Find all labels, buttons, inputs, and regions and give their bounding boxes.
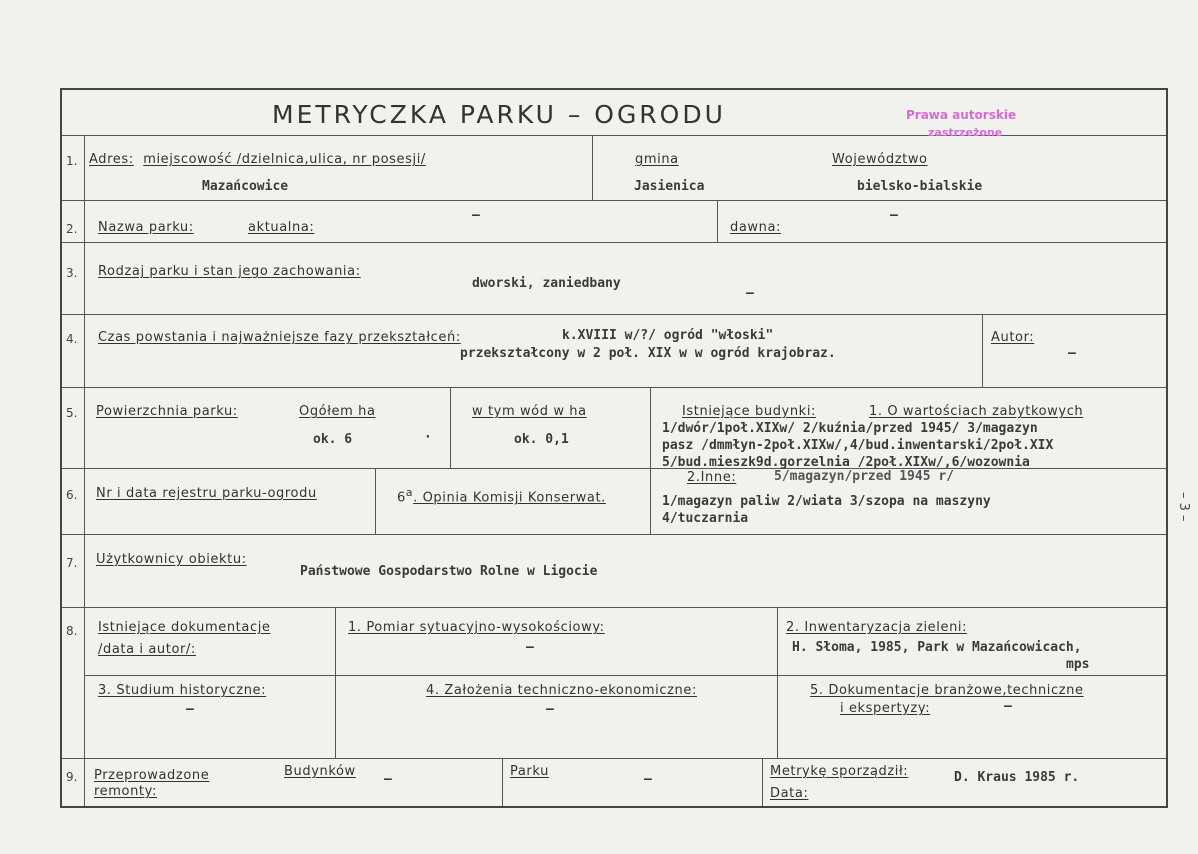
- buildings-renovation-label: Budynków: [284, 764, 356, 779]
- park-renovation-value: –: [644, 772, 652, 787]
- row-divider: [62, 607, 1166, 608]
- buildings-label: Istniejące budynki:: [682, 404, 817, 419]
- historic-buildings-label: 1. O wartościach zabytkowych: [869, 404, 1084, 419]
- col-divider: [335, 607, 336, 758]
- building-line-2: pasz /dmmłyn-2poł.XIXw/,4/bud.inwentarski/2poł.XIX: [662, 438, 1054, 453]
- row-divider: [62, 200, 1166, 201]
- voivodeship-label: Województwo: [832, 152, 928, 167]
- prepared-by-value: D. Kraus 1985 r.: [954, 770, 1080, 785]
- row-number: 2.: [66, 222, 78, 236]
- gmina-label: gmina: [635, 152, 679, 167]
- row-number: 7.: [66, 556, 78, 570]
- park-name-label: Nazwa parku:: [98, 220, 194, 235]
- author-value: –: [1068, 346, 1076, 361]
- col-divider: [592, 135, 593, 200]
- survey-value: –: [526, 640, 534, 655]
- branch-docs-label-2: i ekspertyzy:: [840, 701, 931, 716]
- copyright-stamp: Prawa autorskie: [906, 108, 1017, 122]
- building-line-1: 1/dwór/1poł.XIXw/ 2/kuźnia/przed 1945/ 3/magazyn: [662, 421, 1038, 436]
- row-divider: [84, 675, 1166, 676]
- current-name-value: –: [472, 208, 480, 223]
- date-label: Data:: [770, 786, 809, 801]
- tech-econ-value: –: [546, 702, 554, 717]
- tech-econ-label: 4. Założenia techniczno-ekonomiczne:: [426, 683, 697, 698]
- prepared-by-label: Metrykę sporządził:: [770, 764, 909, 779]
- row-divider: [62, 758, 1166, 759]
- area-label: Powierzchnia parku:: [96, 404, 238, 419]
- branch-docs-value: –: [1004, 699, 1012, 714]
- page-title: METRYCZKA PARKU – OGRODU: [272, 100, 726, 129]
- renovations-label-1: Przeprowadzone: [94, 768, 210, 783]
- other-building-line-1: 1/magazyn paliw 2/wiata 3/szopa na maszyny: [662, 494, 991, 509]
- greenery-inventory-value-1: H. Słoma, 1985, Park w Mazańcowicach,: [792, 640, 1082, 655]
- park-type-value: dworski, zaniedbany: [472, 276, 621, 291]
- current-name-label: aktualna:: [248, 220, 315, 235]
- total-area-label: Ogółem ha: [299, 404, 376, 419]
- row-divider: [62, 242, 1166, 243]
- row-number: 3.: [66, 266, 78, 280]
- row-divider: [62, 387, 1166, 388]
- col-divider: [762, 758, 763, 806]
- row-divider: [62, 534, 1166, 535]
- row-number: 8.: [66, 624, 78, 638]
- col-divider: [502, 758, 503, 806]
- address-value: Mazańcowice: [202, 179, 289, 194]
- park-record-form: [60, 88, 1168, 808]
- greenery-inventory-value-2: mps: [1066, 657, 1090, 672]
- copyright-stamp: zastrzeżone: [928, 126, 1003, 139]
- building-line-3: 5/bud.mieszk9d.gorzelnia /2poł.XIXw/,6/wozownia: [662, 455, 1030, 470]
- col-divider: [717, 200, 718, 242]
- creation-time-value-2: przekształcony w 2 poł. XIX w w ogród krajobraz.: [460, 346, 836, 361]
- users-value: Państwowe Gospodarstwo Rolne w Ligocie: [300, 564, 598, 579]
- col-divider: [777, 607, 778, 758]
- greenery-inventory-label: 2. Inwentaryzacja zieleni:: [786, 620, 968, 635]
- total-area-value: ok. 6: [313, 432, 353, 447]
- col-divider: [650, 468, 651, 534]
- gmina-value: Jasienica: [634, 179, 705, 194]
- col-divider: [650, 387, 651, 468]
- park-type-dash: –: [746, 286, 754, 301]
- col-divider: [450, 387, 451, 468]
- buildings-renovation-value: –: [384, 772, 392, 787]
- water-area-label: w tym wód w ha: [472, 404, 587, 419]
- historical-study-label: 3. Studium historyczne:: [98, 683, 267, 698]
- former-name-label: dawna:: [730, 220, 782, 235]
- park-type-label: Rodzaj parku i stan jego zachowania:: [98, 264, 361, 279]
- row-number: 1.: [66, 154, 78, 168]
- former-name-value: –: [890, 208, 898, 223]
- park-renovation-label: Parku: [510, 764, 549, 779]
- documentation-label-2: /data i autor/:: [98, 642, 196, 657]
- row-divider: [62, 314, 1166, 315]
- documentation-label-1: Istniejące dokumentacje: [98, 620, 271, 635]
- row-number: 9.: [66, 770, 78, 784]
- users-label: Użytkownicy obiektu:: [96, 552, 247, 567]
- row-number: 6.: [66, 488, 78, 502]
- col-divider: [375, 468, 376, 534]
- author-label: Autor:: [991, 330, 1035, 345]
- creation-time-label: Czas powstania i najważniejsze fazy przekształceń:: [98, 330, 461, 345]
- voivodeship-value: bielsko-bialskie: [857, 179, 983, 194]
- building-overlap-line: 5/magazyn/przed 1945 r/: [774, 469, 955, 484]
- other-building-line-2: 4/tuczarnia: [662, 511, 749, 526]
- creation-time-value-1: k.XVIII w/?/ ogród "włoski": [562, 328, 774, 343]
- conservator-opinion-label: 6$^a$. Opinia Komisji Konserwat.: [397, 486, 606, 506]
- row-number: 4.: [66, 332, 78, 346]
- branch-docs-label-1: 5. Dokumentacje branżowe,techniczne: [810, 683, 1084, 698]
- water-area-value: ok. 0,1: [514, 432, 569, 447]
- page-number-mark: – 3 –: [1176, 492, 1191, 522]
- col-divider: [982, 314, 983, 387]
- col-divider: [84, 135, 85, 806]
- row-number: 5.: [66, 406, 78, 420]
- renovations-label-2: remonty:: [94, 784, 157, 799]
- registry-label: Nr i data rejestru parku-ogrodu: [96, 486, 317, 501]
- survey-label: 1. Pomiar sytuacyjno-wysokościowy:: [348, 620, 605, 635]
- historical-study-value: –: [186, 702, 194, 717]
- other-buildings-label: 2.Inne:: [687, 470, 737, 485]
- address-label: Adres: miejscowość /dzielnica,ulica, nr posesji/: [89, 152, 426, 167]
- total-area-dot: ·: [424, 430, 432, 445]
